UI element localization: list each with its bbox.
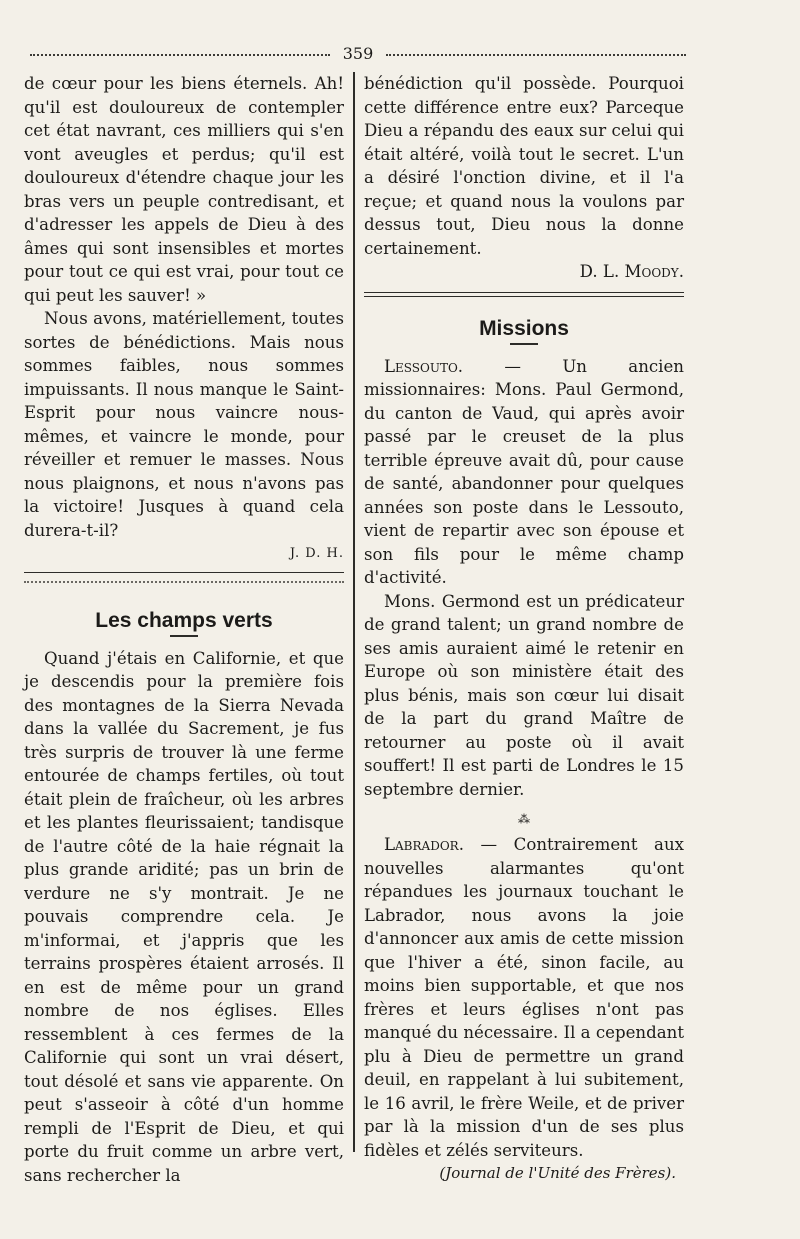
page-header <box>30 44 686 64</box>
signature: J. D. H. <box>289 546 344 561</box>
title-rule <box>170 635 198 637</box>
intro-paragraph: de cœur pour les biens éternels. Ah! qu'il est douloureux de contempler cet état navrant, ces milliers qui s'en vont aveugles et perdus; qu'il est douloureux d'étendre chaque jour les bras vers un peuple contredisant, et d'adresser les appels de Dieu à des âmes qui sont insensibles et mortes pour tout ce qui est vrai, pour tout ce qui peut les sauver! » <box>24 74 344 305</box>
section-separator <box>24 572 344 583</box>
germond-paragraph: Mons. Germond est un prédicateur de grand talent; un grand nombre de ses amis auraient aimé le retenir en Europe où son ministère était des plus bénis, mais son cœur lui disait de la part du grand Maître de retourner au poste où il avait souffert! Il est parti de Londres le 15 septembre dernier. <box>364 591 684 799</box>
moody-signature: D. L. Moody. <box>579 262 684 281</box>
labrador-paragraph <box>364 833 684 1162</box>
asterism: ⁂ <box>518 812 530 826</box>
missions-title: Missions <box>479 316 569 340</box>
double-rule <box>364 292 684 297</box>
labrador-text: — Contrairement aux nouvelles alarmantes qu'ont répandues les journaux touchant le Labrador, nous avons la joie d'annoncer aux amis de cette mission que l'hiver a été, sinon facile, au moins bien supportable, et que nos frères et leurs églises n'ont pas manqué du nécessaire. Il a cependant plu à Dieu de permettre un grand deuil, en rappelant à lui subitement, le 16 avril, le frère Weile, et de priver par là la mission d'un de ses plus fidèles et zélés serviteurs. <box>364 835 684 1160</box>
moody-signature-row <box>364 260 684 284</box>
article-body: Quand j'étais en Californie, et que je descendis pour la première fois des montagnes de la Sierra Nevada dans la vallée du Sacrement, je fus très surpris de trouver là une ferme entourée de champs fertiles, où tout était plein de fraîcheur, où les arbres et les plantes fleurissaient; tandisque de l'autre côté de la haie régnait la plus grande aridité; pas un brin de verdure ne s'y montrait. Je ne pouvais comprendre cela. Je m'informai, et j'appris que les terrains prospères étaient arrosés. Il en est de même pour un grand nombre de nos églises. Elles ressemblent à ces fermes de la Californie qui sont un vrai désert, tout désolé et sans vie apparente. On peut s'asseoir à côté d'un homme rempli de l'Esprit de Dieu, et qui porte du fruit comme un arbre vert, sans rechercher la <box>24 648 344 1185</box>
left-column <box>24 72 344 1187</box>
source-credit: (Journal de l'Unité des Frères). <box>439 1164 676 1182</box>
article-title: Les champs verts <box>95 608 273 632</box>
continuation-paragraph: bénédiction qu'il possède. Pourquoi cette différence entre eux? Parceque Dieu a répandu des eaux sur celui qui était altéré, voilà tout le secret. L'un a désiré l'onction divine, et il l'a reçue; et quand nous la voulons par dessus tout, Dieu nous la donne certainement. <box>364 74 684 258</box>
header-rule-left <box>30 54 330 56</box>
labrador-label: Labrador. <box>384 835 464 854</box>
column-divider <box>353 72 355 1152</box>
lessouto-paragraph <box>364 355 684 590</box>
second-paragraph: Nous avons, matériellement, toutes sortes de bénédictions. Mais nous sommes faibles, nous sommes impuissants. Il nous manque le Saint-Esprit pour nous vaincre nous-mêmes, et vaincre le monde, pour réveiller et remuer le masses. Nous nous plaignons, et nous n'avons pas la victoire! Jusques à quand cela durera-t-il? <box>24 309 344 540</box>
header-rule-right <box>386 54 686 56</box>
right-column <box>364 72 684 1184</box>
missions-rule <box>510 343 538 345</box>
page-number: 359 <box>342 44 374 63</box>
lessouto-text: — Un ancien missionnaires: Mons. Paul Germond, du canton de Vaud, qui après avoir passé par le creuset de la plus terrible épreuve avait dû, pour cause de santé, abandonner pour quelques années son poste dans le Lessouto, vient de repartir avec son épouse et son fils pour le même champ d'activité. <box>364 356 684 587</box>
signature-row <box>24 542 344 566</box>
lessouto-label: Lessouto. <box>384 356 464 376</box>
